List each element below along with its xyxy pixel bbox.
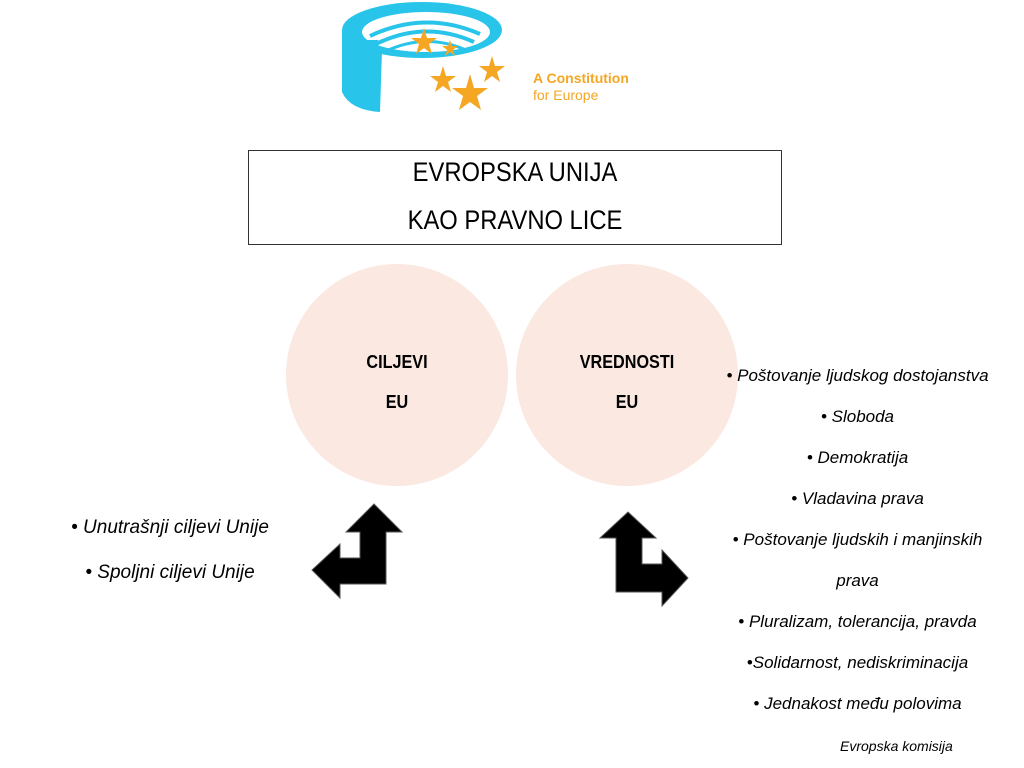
values-item: • Poštovanje ljudskih i manjinskih bbox=[732, 530, 983, 549]
arrow-down-right-icon bbox=[598, 508, 690, 608]
goals-list bbox=[40, 505, 300, 595]
values-item: • Pluralizam, tolerancija, pravda bbox=[738, 612, 977, 631]
values-item: • Sloboda bbox=[820, 407, 895, 426]
title-line-2: KAO PRAVNO LICE bbox=[407, 205, 623, 235]
values-item: • Jednakost među polovima bbox=[753, 694, 962, 713]
values-item: • Demokratija bbox=[806, 448, 909, 467]
source-credit: Evropska komisija bbox=[840, 738, 953, 754]
values-item: •Solidarnost, nediskriminacija bbox=[746, 653, 969, 672]
title-line-1: EVROPSKA UNIJA bbox=[412, 157, 618, 187]
goals-circle-line-2: EU bbox=[385, 392, 409, 412]
values-circle-line-1: VREDNOSTI bbox=[579, 352, 675, 372]
arrow-down-left-icon bbox=[310, 500, 406, 600]
values-item: • Poštovanje ljudskog dostojanstva bbox=[726, 366, 989, 385]
goals-circle-line-1: CILJEVI bbox=[366, 352, 428, 372]
values-item: prava bbox=[836, 571, 879, 590]
logo-text bbox=[533, 70, 629, 104]
values-circle-line-2: EU bbox=[615, 392, 639, 412]
goals-item-1: • Unutrašnji ciljevi Unije bbox=[71, 517, 269, 538]
title-box bbox=[248, 150, 782, 245]
goals-item-2: • Spoljni ciljevi Unije bbox=[85, 562, 255, 583]
values-item: • Vladavina prava bbox=[791, 489, 924, 508]
logo-line-2: for Europe bbox=[533, 87, 599, 103]
goals-circle bbox=[286, 264, 508, 486]
logo-line-1: A Constitution bbox=[533, 70, 629, 86]
values-list bbox=[705, 355, 1010, 724]
